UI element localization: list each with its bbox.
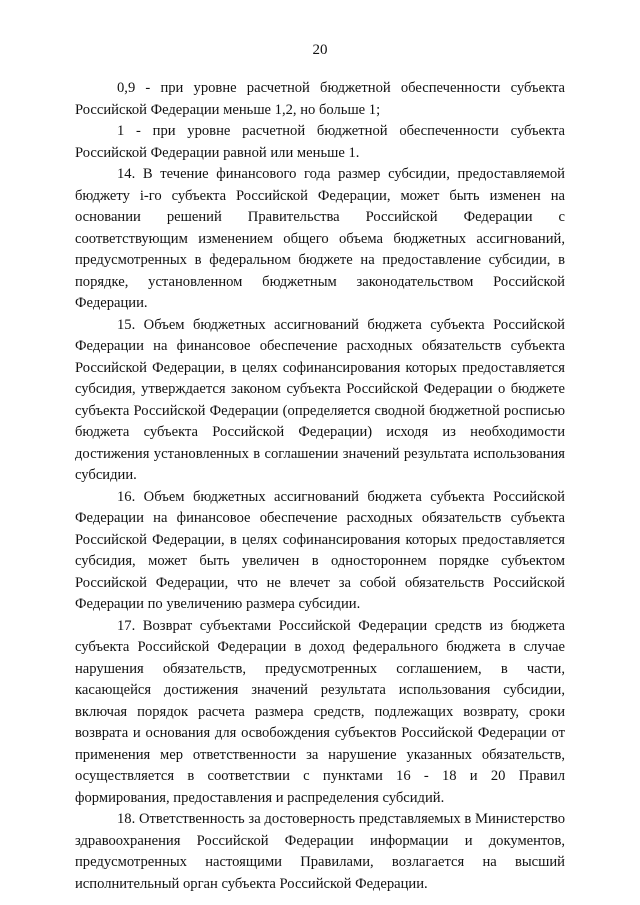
paragraph-15: 15. Объем бюджетных ассигнований бюджета субъекта Российской Федерации на финансовое обеспечение расходных обязательств субъекта Российской Федерации, в целях софинансирования которых предоставляется субсидия, утверждается законом субъекта Российской Федерации о бюджете субъекта Российской Федерации (определяется сводной бюджетной росписью бюджета субъекта Российской Федерации) исходя из необходимости достижения установленных в соглашении значений результата использования субсидии. bbox=[75, 316, 565, 483]
paragraph-16: 16. Объем бюджетных ассигнований бюджета субъекта Российской Федерации на финансовое обеспечение расходных обязательств субъекта Российской Федерации, в целях софинансирования которых предоставляется субсидия, может быть увеличен в одностороннем порядке субъектом Российской Федерации, что не влечет за собой обязательств Российской Федерации по увеличению размера субсидии. bbox=[75, 488, 565, 612]
paragraph-17: 17. Возврат субъектами Российской Федерации средств из бюджета субъекта Российской Федерации в доход федерального бюджета в случае нарушения обязательств, предусмотренных соглашением, в части, касающейся достижения значений результата использования субсидии, включая порядок расчета размера средств, подлежащих возврату, сроки возврата и основания для освобождения субъектов Российской Федерации от применения мер ответственности за нарушение указанных обязательств, осуществляется в соответствии с пунктами 16 - 18 и 20 Правил формирования, предоставления и распределения субсидий. bbox=[75, 617, 565, 806]
document-body bbox=[75, 78, 565, 895]
paragraph-18: 18. Ответственность за достоверность представляемых в Министерство здравоохранения Российской Федерации информации и документов, предусмотренных настоящими Правилами, возлагается на высший исполнительный орган субъекта Российской Федерации. bbox=[75, 811, 565, 892]
paragraph-coefficient-1: 1 - при уровне расчетной бюджетной обеспеченности субъекта Российской Федерации равной или меньше 1. bbox=[75, 123, 565, 161]
page-number: 20 bbox=[312, 42, 328, 58]
paragraph-coefficient-0-9: 0,9 - при уровне расчетной бюджетной обеспеченности субъекта Российской Федерации меньше 1,2, но больше 1; bbox=[75, 80, 565, 118]
paragraph-14: 14. В течение финансового года размер субсидии, предоставляемой бюджету i-го субъекта Российской Федерации, может быть изменен на основании решений Правительства Российской Федерации с соответствующим изменением общего объема бюджетных ассигнований, предусмотренных в федеральном бюджете на предоставление субсидии, в порядке, установленном бюджетным законодательством Российской Федерации. bbox=[75, 166, 565, 311]
